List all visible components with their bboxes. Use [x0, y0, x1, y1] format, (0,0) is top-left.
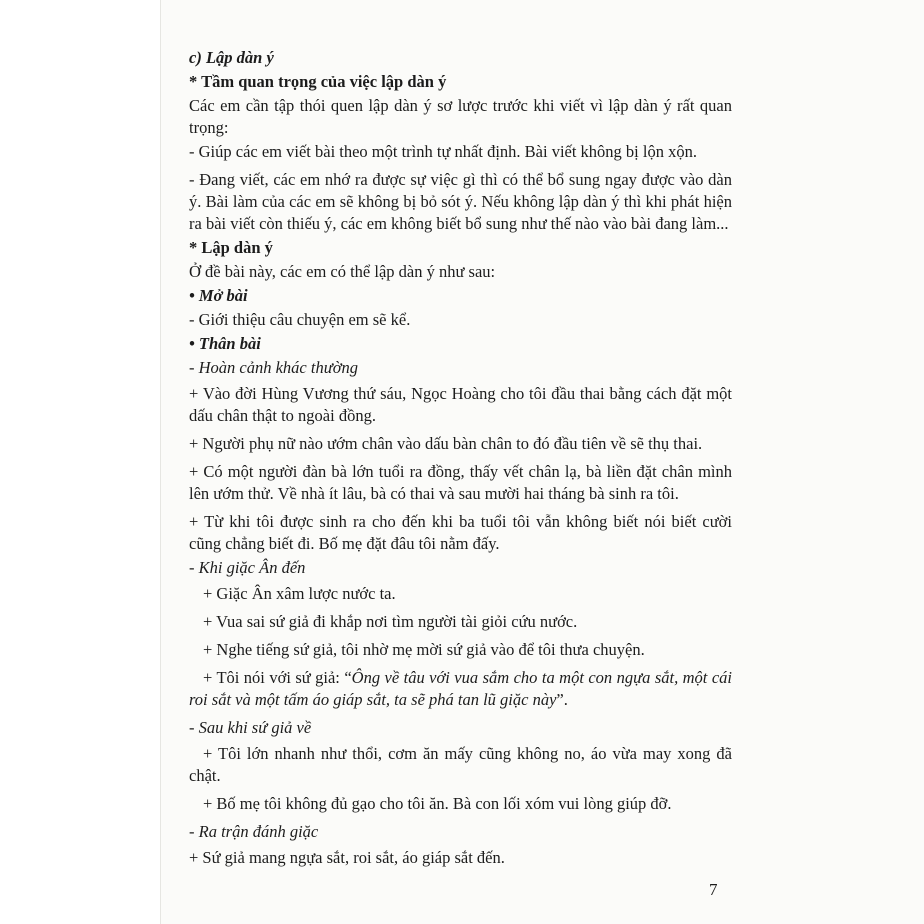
- list-item: + Nghe tiếng sứ giả, tôi nhờ mẹ mời sứ giả vào để tôi thưa chuyện.: [203, 640, 645, 659]
- intro-heading: • Mở bài: [189, 286, 248, 305]
- list-item: + Người phụ nữ nào ướm chân vào dấu bàn chân to đó đầu tiên về sẽ thụ thai.: [189, 434, 703, 453]
- list-item: + Vua sai sứ giả đi khắp nơi tìm người tài giỏi cứu nước.: [203, 612, 578, 631]
- quote-text: Ông về tâu với vua sắm cho ta một con ngựa sắt, một cái roi sắt và một tấm áo giáp sắt, ta sẽ phá tan lũ giặc này: [189, 668, 732, 709]
- outline-heading: * Lập dàn ý: [189, 238, 273, 257]
- page-text: [189, 47, 732, 875]
- importance-point-2: - Đang viết, các em nhớ ra được sự việc gì thì có thể bổ sung ngay được vào dàn ý. Bài làm của các em sẽ không bị bỏ sót ý. Nếu không lập dàn ý thì khi phát hiện ra bài viết còn thiếu ý, các em không biết bổ sung như thế nào vào bài đang làm...: [189, 170, 732, 233]
- list-item: + Giặc Ân xâm lược nước ta.: [203, 584, 396, 603]
- list-item: + Vào đời Hùng Vương thứ sáu, Ngọc Hoàng cho tôi đầu thai bằng cách đặt một dấu chân thật to ngoài đồng.: [189, 384, 732, 425]
- list-item: + Có một người đàn bà lớn tuổi ra đồng, thấy vết chân lạ, bà liền đặt chân mình lên ướm thử. Về nhà ít lâu, bà có thai và sau mười hai tháng bà sinh ra tôi.: [189, 462, 732, 503]
- sub-section-title: - Khi giặc Ân đến: [189, 558, 306, 577]
- book-page: [160, 0, 924, 924]
- importance-intro: Các em cần tập thói quen lập dàn ý sơ lược trước khi viết vì lập dàn ý rất quan trọng:: [189, 96, 732, 137]
- quote-prefix: + Tôi nói với sứ giả: “: [203, 668, 352, 687]
- sub-section-title: - Ra trận đánh giặc: [189, 822, 319, 841]
- sub-section-title: - Sau khi sứ giả về: [189, 718, 312, 737]
- section-title: c) Lập dàn ý: [189, 48, 274, 67]
- importance-heading: * Tầm quan trọng của việc lập dàn ý: [189, 72, 447, 91]
- body-heading: • Thân bài: [189, 334, 261, 353]
- quote-item: [189, 667, 732, 711]
- sub-section-title: - Hoàn cảnh khác thường: [189, 358, 359, 377]
- intro-point: - Giới thiệu câu chuyện em sẽ kể.: [189, 310, 411, 329]
- list-item: + Tôi lớn nhanh như thổi, cơm ăn mấy cũng không no, áo vừa may xong đã chật.: [189, 744, 732, 785]
- list-item: + Sứ giả mang ngựa sắt, roi sắt, áo giáp sắt đến.: [189, 848, 505, 867]
- list-item: + Từ khi tôi được sinh ra cho đến khi ba tuổi tôi vẫn không biết nói biết cười cũng chẳng biết đi. Bố mẹ đặt đâu tôi nằm đấy.: [189, 512, 732, 553]
- list-item: + Bố mẹ tôi không đủ gạo cho tôi ăn. Bà con lối xóm vui lòng giúp đỡ.: [203, 794, 672, 813]
- outline-intro: Ở đề bài này, các em có thể lập dàn ý như sau:: [189, 262, 496, 281]
- quote-suffix: ”.: [556, 690, 568, 709]
- importance-point-1: - Giúp các em viết bài theo một trình tự nhất định. Bài viết không bị lộn xộn.: [189, 142, 697, 161]
- page-number: 7: [709, 880, 718, 899]
